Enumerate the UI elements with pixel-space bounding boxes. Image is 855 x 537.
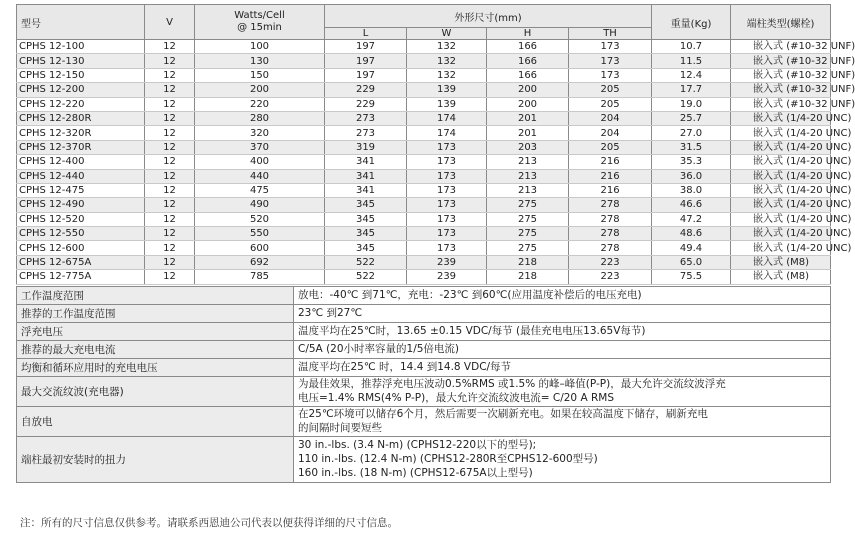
model-cell: CPHS 12-550 bbox=[17, 227, 145, 241]
header-weight: 重量(Kg) bbox=[652, 5, 731, 40]
width-cell: 139 bbox=[407, 97, 487, 111]
voltage-cell: 12 bbox=[145, 40, 195, 54]
table-row bbox=[17, 155, 831, 169]
width-cell: 173 bbox=[407, 140, 487, 154]
model-cell: CPHS 12-600 bbox=[17, 241, 145, 255]
terminal-cell: 嵌入式 (1/4-20 UNC) bbox=[731, 212, 831, 226]
height-cell: 200 bbox=[487, 97, 569, 111]
width-cell: 173 bbox=[407, 212, 487, 226]
total-height-cell: 205 bbox=[569, 97, 652, 111]
voltage-cell: 12 bbox=[145, 155, 195, 169]
spec-label: 端柱最初安装时的扭力 bbox=[17, 436, 294, 482]
spec-value bbox=[294, 286, 831, 304]
spec-label: 推荐的工作温度范围 bbox=[17, 304, 294, 322]
total-height-cell: 173 bbox=[569, 54, 652, 68]
spec-value bbox=[294, 376, 831, 406]
width-cell: 132 bbox=[407, 40, 487, 54]
total-height-cell: 173 bbox=[569, 40, 652, 54]
watts-cell: 130 bbox=[195, 54, 325, 68]
spec-row bbox=[17, 406, 831, 436]
voltage-cell: 12 bbox=[145, 241, 195, 255]
weight-cell: 49.4 bbox=[652, 241, 731, 255]
spec-row bbox=[17, 322, 831, 340]
model-cell: CPHS 12-400 bbox=[17, 155, 145, 169]
model-cell: CPHS 12-280R bbox=[17, 111, 145, 125]
voltage-cell: 12 bbox=[145, 140, 195, 154]
weight-cell: 25.7 bbox=[652, 111, 731, 125]
length-cell: 341 bbox=[325, 155, 407, 169]
width-cell: 239 bbox=[407, 255, 487, 269]
spec-label: 自放电 bbox=[17, 406, 294, 436]
header-watts-line1: Watts/Cell bbox=[234, 10, 285, 21]
voltage-cell: 12 bbox=[145, 169, 195, 183]
terminal-cell: 嵌入式 (1/4-20 UNC) bbox=[731, 241, 831, 255]
weight-cell: 75.5 bbox=[652, 270, 731, 284]
table-row bbox=[17, 169, 831, 183]
spec-table bbox=[16, 4, 855, 285]
length-cell: 345 bbox=[325, 241, 407, 255]
spec-row bbox=[17, 358, 831, 376]
table-row bbox=[17, 227, 831, 241]
total-height-cell: 278 bbox=[569, 212, 652, 226]
header-model: 型号 bbox=[17, 5, 145, 40]
width-cell: 239 bbox=[407, 270, 487, 284]
length-cell: 197 bbox=[325, 68, 407, 82]
length-cell: 341 bbox=[325, 169, 407, 183]
length-cell: 319 bbox=[325, 140, 407, 154]
height-cell: 166 bbox=[487, 54, 569, 68]
header-watts-line2: @ 15min bbox=[237, 22, 282, 33]
voltage-cell: 12 bbox=[145, 255, 195, 269]
height-cell: 166 bbox=[487, 40, 569, 54]
total-height-cell: 204 bbox=[569, 111, 652, 125]
spec-row bbox=[17, 304, 831, 322]
height-cell: 201 bbox=[487, 111, 569, 125]
length-cell: 341 bbox=[325, 183, 407, 197]
height-cell: 213 bbox=[487, 183, 569, 197]
width-cell: 173 bbox=[407, 183, 487, 197]
total-height-cell: 278 bbox=[569, 198, 652, 212]
total-height-cell: 216 bbox=[569, 169, 652, 183]
total-height-cell: 216 bbox=[569, 155, 652, 169]
width-cell: 132 bbox=[407, 68, 487, 82]
watts-cell: 280 bbox=[195, 111, 325, 125]
spec-value-line: 为最佳效果，推荐浮充电压波动0.5%RMS 或1.5% 的峰–峰值(P-P)，最大允许交流纹波浮充 bbox=[298, 378, 726, 391]
length-cell: 345 bbox=[325, 227, 407, 241]
spec-value-line: 的间隔时间要短些 bbox=[298, 422, 382, 435]
total-height-cell: 223 bbox=[569, 255, 652, 269]
model-cell: CPHS 12-200 bbox=[17, 83, 145, 97]
voltage-cell: 12 bbox=[145, 97, 195, 111]
spec-row bbox=[17, 286, 831, 304]
voltage-cell: 12 bbox=[145, 83, 195, 97]
spec-table-body bbox=[17, 40, 855, 285]
model-cell: CPHS 12-490 bbox=[17, 198, 145, 212]
table-row bbox=[17, 241, 831, 255]
model-cell: CPHS 12-675A bbox=[17, 255, 145, 269]
model-cell: CPHS 12-320R bbox=[17, 126, 145, 140]
header-length: L bbox=[325, 28, 407, 40]
terminal-cell: 嵌入式 (1/4-20 UNC) bbox=[731, 111, 831, 125]
terminal-cell: 嵌入式 (1/4-20 UNC) bbox=[731, 126, 831, 140]
watts-cell: 520 bbox=[195, 212, 325, 226]
terminal-cell: 嵌入式 (#10-32 UNF) bbox=[731, 68, 831, 82]
footnote: 注：所有的尺寸信息仅供参考。请联系西恩迪公司代表以便获得详细的尺寸信息。 bbox=[20, 517, 398, 529]
spec-value bbox=[294, 406, 831, 436]
terminal-cell: 嵌入式 (1/4-20 UNC) bbox=[731, 198, 831, 212]
header-watts bbox=[195, 5, 325, 40]
header-height: H bbox=[487, 28, 569, 40]
voltage-cell: 12 bbox=[145, 183, 195, 197]
total-height-cell: 205 bbox=[569, 83, 652, 97]
spec-value bbox=[294, 340, 831, 358]
spec-label: 工作温度范围 bbox=[17, 286, 294, 304]
total-height-cell: 278 bbox=[569, 227, 652, 241]
width-cell: 173 bbox=[407, 227, 487, 241]
datasheet bbox=[16, 4, 855, 483]
table-row bbox=[17, 111, 831, 125]
model-cell: CPHS 12-130 bbox=[17, 54, 145, 68]
spec-info-table bbox=[16, 286, 831, 483]
watts-cell: 692 bbox=[195, 255, 325, 269]
model-cell: CPHS 12-520 bbox=[17, 212, 145, 226]
weight-cell: 17.7 bbox=[652, 83, 731, 97]
terminal-cell: 嵌入式 (1/4-20 UNC) bbox=[731, 183, 831, 197]
height-cell: 275 bbox=[487, 227, 569, 241]
width-cell: 173 bbox=[407, 241, 487, 255]
terminal-cell: 嵌入式 (1/4-20 UNC) bbox=[731, 155, 831, 169]
spec-value-line: 电压=1.4% RMS(4% P-P)，最大允许交流纹波电流= C/20 A RMS bbox=[298, 392, 614, 405]
spec-info-body bbox=[17, 286, 831, 482]
watts-cell: 600 bbox=[195, 241, 325, 255]
table-row bbox=[17, 126, 831, 140]
spec-value-line: 23℃ 到27℃ bbox=[298, 307, 363, 320]
weight-cell: 27.0 bbox=[652, 126, 731, 140]
length-cell: 197 bbox=[325, 40, 407, 54]
length-cell: 229 bbox=[325, 83, 407, 97]
terminal-cell: 嵌入式 (1/4-20 UNC) bbox=[731, 169, 831, 183]
spec-value-line: 放电：-40℃ 到71℃，充电：-23℃ 到60℃(应用温度补偿后的电压充电) bbox=[298, 289, 642, 302]
length-cell: 229 bbox=[325, 97, 407, 111]
spec-value bbox=[294, 322, 831, 340]
spec-value bbox=[294, 436, 831, 482]
model-cell: CPHS 12-475 bbox=[17, 183, 145, 197]
model-cell: CPHS 12-150 bbox=[17, 68, 145, 82]
table-row bbox=[17, 40, 831, 54]
spec-label: 最大交流纹波(充电器) bbox=[17, 376, 294, 406]
table-row bbox=[17, 83, 831, 97]
watts-cell: 150 bbox=[195, 68, 325, 82]
terminal-cell: 嵌入式 (#10-32 UNF) bbox=[731, 97, 831, 111]
watts-cell: 550 bbox=[195, 227, 325, 241]
spec-value-line: 160 in.-lbs. (18 N-m) (CPHS12-675A以上型号) bbox=[298, 467, 533, 480]
watts-cell: 785 bbox=[195, 270, 325, 284]
terminal-cell: 嵌入式 (#10-32 UNF) bbox=[731, 54, 831, 68]
height-cell: 213 bbox=[487, 169, 569, 183]
watts-cell: 475 bbox=[195, 183, 325, 197]
length-cell: 345 bbox=[325, 212, 407, 226]
weight-cell: 19.0 bbox=[652, 97, 731, 111]
height-cell: 203 bbox=[487, 140, 569, 154]
watts-cell: 320 bbox=[195, 126, 325, 140]
watts-cell: 200 bbox=[195, 83, 325, 97]
spec-value-line: C/5A (20小时率容量的1/5倍电流) bbox=[298, 343, 460, 356]
model-cell: CPHS 12-220 bbox=[17, 97, 145, 111]
spec-value bbox=[294, 358, 831, 376]
height-cell: 201 bbox=[487, 126, 569, 140]
spec-value-line: 温度平均在25℃ 时，14.4 到14.8 VDC/每节 bbox=[298, 361, 512, 374]
height-cell: 218 bbox=[487, 270, 569, 284]
header-voltage: V bbox=[145, 5, 195, 40]
spec-label: 浮充电压 bbox=[17, 322, 294, 340]
width-cell: 174 bbox=[407, 111, 487, 125]
header-terminal: 端柱类型(螺栓) bbox=[731, 5, 831, 40]
weight-cell: 46.6 bbox=[652, 198, 731, 212]
watts-cell: 220 bbox=[195, 97, 325, 111]
height-cell: 200 bbox=[487, 83, 569, 97]
width-cell: 139 bbox=[407, 83, 487, 97]
height-cell: 275 bbox=[487, 198, 569, 212]
terminal-cell: 嵌入式 (#10-32 UNF) bbox=[731, 83, 831, 97]
voltage-cell: 12 bbox=[145, 111, 195, 125]
voltage-cell: 12 bbox=[145, 212, 195, 226]
width-cell: 173 bbox=[407, 169, 487, 183]
model-cell: CPHS 12-775A bbox=[17, 270, 145, 284]
spec-row bbox=[17, 340, 831, 358]
spec-row bbox=[17, 436, 831, 482]
length-cell: 273 bbox=[325, 126, 407, 140]
table-row bbox=[17, 183, 831, 197]
total-height-cell: 223 bbox=[569, 270, 652, 284]
height-cell: 213 bbox=[487, 155, 569, 169]
voltage-cell: 12 bbox=[145, 198, 195, 212]
length-cell: 273 bbox=[325, 111, 407, 125]
spec-value-line: 在25℃环境可以储存6个月，然后需要一次刷新充电。如果在较高温度下储存，刷新充电 bbox=[298, 408, 708, 421]
header-dimensions: 外形尺寸(mm) bbox=[325, 5, 652, 28]
spec-value-line: 温度平均在25℃时，13.65 ±0.15 VDC/每节 (最佳充电电压13.65V每节) bbox=[298, 325, 646, 338]
voltage-cell: 12 bbox=[145, 227, 195, 241]
terminal-cell: 嵌入式 (M8) bbox=[731, 255, 831, 269]
watts-cell: 400 bbox=[195, 155, 325, 169]
table-row bbox=[17, 212, 831, 226]
total-height-cell: 205 bbox=[569, 140, 652, 154]
weight-cell: 47.2 bbox=[652, 212, 731, 226]
height-cell: 218 bbox=[487, 255, 569, 269]
spec-value-line: 30 in.-lbs. (3.4 N-m) (CPHS12-220以下的型号); bbox=[298, 439, 537, 452]
terminal-cell: 嵌入式 (1/4-20 UNC) bbox=[731, 140, 831, 154]
height-cell: 275 bbox=[487, 241, 569, 255]
spec-label: 均衡和循环应用时的充电电压 bbox=[17, 358, 294, 376]
spec-value-line: 110 in.-lbs. (12.4 N-m) (CPHS12-280R至CPHS12-600型号) bbox=[298, 453, 598, 466]
table-row bbox=[17, 198, 831, 212]
width-cell: 173 bbox=[407, 155, 487, 169]
total-height-cell: 204 bbox=[569, 126, 652, 140]
spec-label: 推荐的最大充电电流 bbox=[17, 340, 294, 358]
table-row bbox=[17, 54, 831, 68]
table-row bbox=[17, 97, 831, 111]
table-row bbox=[17, 140, 831, 154]
weight-cell: 12.4 bbox=[652, 68, 731, 82]
total-height-cell: 173 bbox=[569, 68, 652, 82]
table-row bbox=[17, 255, 831, 269]
length-cell: 522 bbox=[325, 255, 407, 269]
length-cell: 197 bbox=[325, 54, 407, 68]
terminal-cell: 嵌入式 (M8) bbox=[731, 270, 831, 284]
height-cell: 166 bbox=[487, 68, 569, 82]
model-cell: CPHS 12-440 bbox=[17, 169, 145, 183]
total-height-cell: 278 bbox=[569, 241, 652, 255]
length-cell: 522 bbox=[325, 270, 407, 284]
weight-cell: 31.5 bbox=[652, 140, 731, 154]
model-cell: CPHS 12-370R bbox=[17, 140, 145, 154]
weight-cell: 35.3 bbox=[652, 155, 731, 169]
weight-cell: 10.7 bbox=[652, 40, 731, 54]
header-total-height: TH bbox=[569, 28, 652, 40]
watts-cell: 370 bbox=[195, 140, 325, 154]
spec-row bbox=[17, 376, 831, 406]
watts-cell: 100 bbox=[195, 40, 325, 54]
voltage-cell: 12 bbox=[145, 68, 195, 82]
width-cell: 132 bbox=[407, 54, 487, 68]
table-row bbox=[17, 68, 831, 82]
total-height-cell: 216 bbox=[569, 183, 652, 197]
width-cell: 174 bbox=[407, 126, 487, 140]
watts-cell: 440 bbox=[195, 169, 325, 183]
model-cell: CPHS 12-100 bbox=[17, 40, 145, 54]
weight-cell: 36.0 bbox=[652, 169, 731, 183]
watts-cell: 490 bbox=[195, 198, 325, 212]
height-cell: 275 bbox=[487, 212, 569, 226]
voltage-cell: 12 bbox=[145, 270, 195, 284]
voltage-cell: 12 bbox=[145, 54, 195, 68]
header-width: W bbox=[407, 28, 487, 40]
spec-value bbox=[294, 304, 831, 322]
weight-cell: 38.0 bbox=[652, 183, 731, 197]
table-row bbox=[17, 270, 831, 284]
weight-cell: 48.6 bbox=[652, 227, 731, 241]
terminal-cell: 嵌入式 (1/4-20 UNC) bbox=[731, 227, 831, 241]
width-cell: 173 bbox=[407, 198, 487, 212]
weight-cell: 65.0 bbox=[652, 255, 731, 269]
voltage-cell: 12 bbox=[145, 126, 195, 140]
weight-cell: 11.5 bbox=[652, 54, 731, 68]
length-cell: 345 bbox=[325, 198, 407, 212]
terminal-cell: 嵌入式 (#10-32 UNF) bbox=[731, 40, 831, 54]
